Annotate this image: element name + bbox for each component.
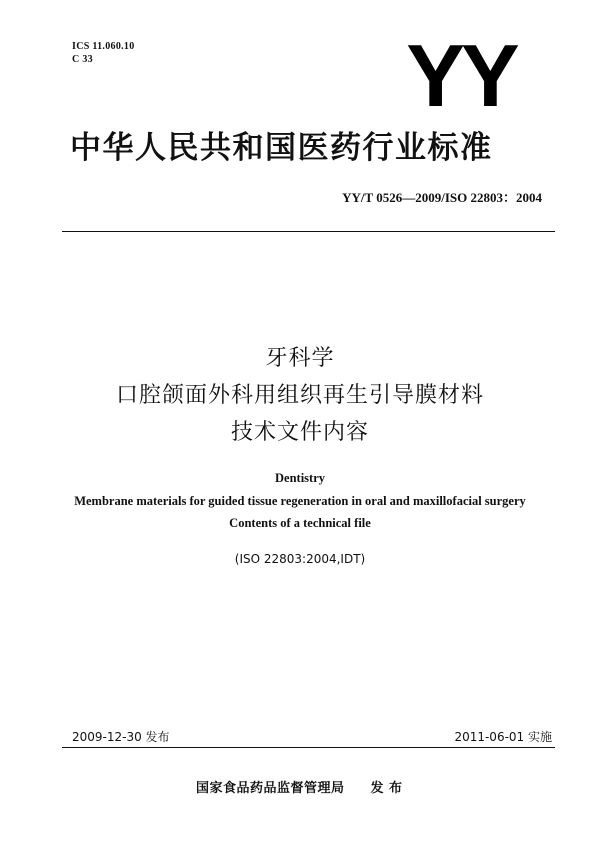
ccs-code: C 33 — [72, 54, 93, 65]
issuer-action: 发 布 — [370, 781, 403, 796]
title-en-line1: Dentistry — [275, 471, 325, 485]
title-cn-line1: 牙科学 — [265, 346, 335, 371]
issuer-line — [196, 777, 403, 796]
title-cn-line3: 技术文件内容 — [230, 420, 369, 445]
classification-block — [72, 40, 135, 66]
ics-code: ICS 11.060.10 — [72, 41, 135, 52]
standard-name: 中华人民共和国医药行业标准 — [70, 130, 493, 166]
standard-code: YY/T 0526—2009/ISO 22803：2004 — [342, 190, 542, 205]
bottom-divider — [62, 747, 555, 748]
title-cn-line2: 口腔颌面外科用组织再生引导膜材料 — [115, 383, 484, 408]
yy-logo: YY — [406, 26, 516, 125]
iso-equivalence: (ISO 22803:2004,IDT) — [234, 552, 366, 566]
title-en-line2: Membrane materials for guided tissue regeneration in oral and maxillofacial surgery — [74, 494, 526, 508]
title-en-line3: Contents of a technical file — [229, 516, 371, 530]
issuer-name: 国家食品药品监督管理局 — [196, 781, 345, 796]
top-divider — [62, 231, 555, 232]
publish-date: 2009-12-30 发布 — [72, 730, 170, 744]
implement-date: 2011-06-01 实施 — [454, 730, 552, 744]
